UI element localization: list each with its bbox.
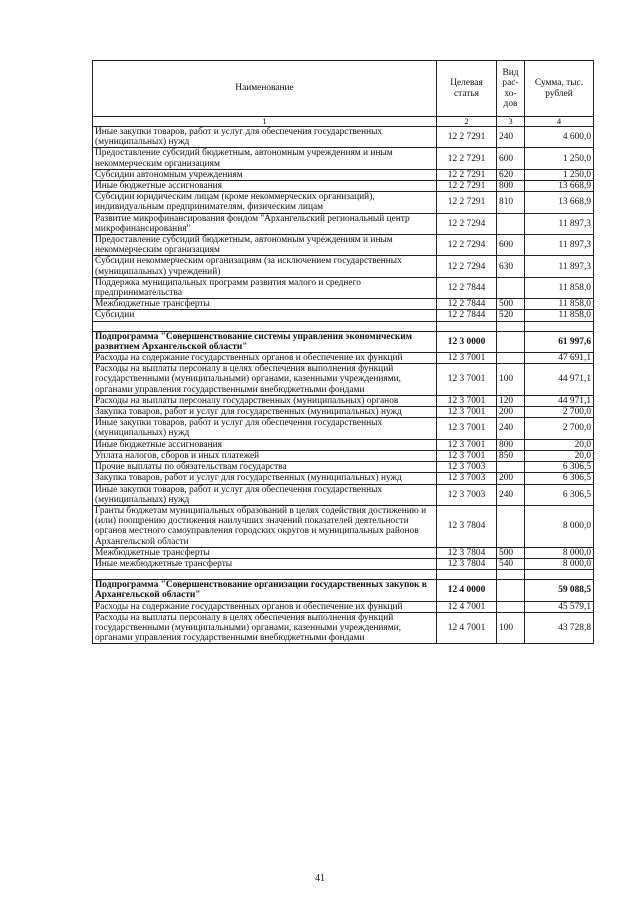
sum-cell: 8 000,0 (525, 558, 594, 569)
sum-cell: 11 858,0 (525, 310, 594, 321)
name-cell: Расходы на содержание государственных органов и обеспечение их функций (93, 353, 437, 364)
table-row (93, 213, 594, 234)
expense-kind-cell: 240 (497, 484, 525, 505)
target-article-cell: 12 2 7291 (437, 169, 497, 180)
table-row (93, 484, 594, 505)
table-row (93, 364, 594, 396)
column-number: 3 (497, 117, 525, 127)
target-article-cell: 12 3 7001 (437, 439, 497, 450)
sum-cell: 2 700,0 (525, 418, 594, 439)
target-article-cell: 12 3 7804 (437, 558, 497, 569)
spacer-row (93, 570, 594, 580)
target-article-cell: 12 3 7001 (437, 450, 497, 461)
name-cell: Субсидии автономным учреждениям (93, 169, 437, 180)
spacer-cell (497, 570, 525, 580)
sum-cell: 2 700,0 (525, 407, 594, 418)
expense-kind-cell: 800 (497, 181, 525, 192)
name-cell: Подпрограмма "Совершенствование организации государственных закупок в Архангельской области" (93, 580, 437, 601)
subprogram-row (93, 331, 594, 352)
header-target-article: Целевая статья (437, 61, 497, 117)
target-article-cell: 12 3 0000 (437, 331, 497, 352)
sum-cell: 4 600,0 (525, 127, 594, 148)
name-cell: Субсидии некоммерческим организациям (за исключением государственных (муниципальных) учреждений) (93, 256, 437, 277)
spacer-cell (93, 321, 437, 331)
sum-cell: 6 306,5 (525, 484, 594, 505)
name-cell: Закупка товаров, работ и услуг для государственных (муниципальных) нужд (93, 473, 437, 484)
name-cell: Иные закупки товаров, работ и услуг для обеспечения государственных (муниципальных) нужд (93, 484, 437, 505)
name-cell: Подпрограмма "Совершенствование системы управления экономическим развитием Архангельской области" (93, 331, 437, 352)
sum-cell: 6 306,5 (525, 473, 594, 484)
column-number: 2 (437, 117, 497, 127)
expense-kind-cell (497, 353, 525, 364)
sum-cell: 44 971,1 (525, 395, 594, 406)
sum-cell: 43 728,8 (525, 612, 594, 644)
sum-cell: 44 971,1 (525, 364, 594, 396)
name-cell: Субсидии (93, 310, 437, 321)
column-number: 1 (93, 117, 437, 127)
expense-kind-cell: 100 (497, 364, 525, 396)
expense-kind-cell: 630 (497, 256, 525, 277)
name-cell: Поддержка муниципальных программ развития малого и среднего предпринимательства (93, 277, 437, 298)
table-row (93, 601, 594, 612)
target-article-cell: 12 2 7844 (437, 277, 497, 298)
spacer-cell (437, 321, 497, 331)
sum-cell: 13 668,9 (525, 192, 594, 213)
target-article-cell: 12 3 7001 (437, 407, 497, 418)
name-cell: Иные межбюджетные трансферты (93, 558, 437, 569)
table-row (93, 395, 594, 406)
subprogram-row (93, 580, 594, 601)
column-number-row (93, 117, 594, 127)
sum-cell: 11 858,0 (525, 299, 594, 310)
name-cell: Расходы на содержание государственных органов и обеспечение их функций (93, 601, 437, 612)
table-body (93, 127, 594, 644)
expense-kind-cell: 200 (497, 473, 525, 484)
expense-kind-cell (497, 601, 525, 612)
expense-kind-cell: 620 (497, 169, 525, 180)
header-name: Наименование (93, 61, 437, 117)
name-cell: Иные закупки товаров, работ и услуг для обеспечения государственных (муниципальных) нужд (93, 418, 437, 439)
table-row (93, 148, 594, 169)
target-article-cell: 12 3 7804 (437, 505, 497, 547)
name-cell: Иные бюджетные ассигнования (93, 181, 437, 192)
target-article-cell: 12 3 7003 (437, 484, 497, 505)
name-cell: Закупка товаров, работ и услуг для государственных (муниципальных) нужд (93, 407, 437, 418)
table-row (93, 277, 594, 298)
name-cell: Развитие микрофинансирования фондом "Архангельский региональный центр микрофинансирования" (93, 213, 437, 234)
table-row (93, 192, 594, 213)
table-row (93, 407, 594, 418)
name-cell: Межбюджетные трансферты (93, 547, 437, 558)
sum-cell: 1 250,0 (525, 148, 594, 169)
page-number: 41 (315, 873, 325, 884)
name-cell: Расходы на выплаты персоналу государственных (муниципальных) органов (93, 395, 437, 406)
sum-cell: 8 000,0 (525, 547, 594, 558)
expense-kind-cell (497, 505, 525, 547)
name-cell: Иные бюджетные ассигнования (93, 439, 437, 450)
spacer-cell (525, 321, 594, 331)
sum-cell: 13 668,9 (525, 181, 594, 192)
table-row (93, 169, 594, 180)
target-article-cell: 12 2 7291 (437, 148, 497, 169)
target-article-cell: 12 2 7294 (437, 235, 497, 256)
header-row (93, 61, 594, 117)
sum-cell: 11 858,0 (525, 277, 594, 298)
expense-kind-cell: 500 (497, 547, 525, 558)
table-row (93, 462, 594, 473)
table-row (93, 127, 594, 148)
name-cell: Иные закупки товаров, работ и услуг для обеспечения государственных (муниципальных) нужд (93, 127, 437, 148)
spacer-cell (93, 570, 437, 580)
table-row (93, 439, 594, 450)
expense-kind-cell (497, 462, 525, 473)
target-article-cell: 12 2 7844 (437, 310, 497, 321)
expense-kind-cell: 600 (497, 235, 525, 256)
table-row (93, 558, 594, 569)
table-row (93, 310, 594, 321)
table-row (93, 235, 594, 256)
name-cell: Гранты бюджетам муниципальных образований в целях содействия достижению и (или) поощрению достижения наилучших значений показателей деятельности органов местного самоуправления городских округов и муниципальных районов Архангельской области (93, 505, 437, 547)
expense-kind-cell: 540 (497, 558, 525, 569)
target-article-cell: 12 3 7001 (437, 364, 497, 396)
expense-kind-cell (497, 277, 525, 298)
target-article-cell: 12 3 7001 (437, 395, 497, 406)
sum-cell: 45 579,1 (525, 601, 594, 612)
table-row (93, 299, 594, 310)
target-article-cell: 12 4 0000 (437, 580, 497, 601)
expense-kind-cell: 240 (497, 418, 525, 439)
sum-cell: 59 088,5 (525, 580, 594, 601)
table-row (93, 181, 594, 192)
sum-cell: 11 897,3 (525, 235, 594, 256)
table-row (93, 418, 594, 439)
expense-kind-cell (497, 331, 525, 352)
expense-kind-cell (497, 213, 525, 234)
target-article-cell: 12 4 7001 (437, 612, 497, 644)
target-article-cell: 12 3 7001 (437, 353, 497, 364)
expense-kind-cell: 240 (497, 127, 525, 148)
sum-cell: 8 000,0 (525, 505, 594, 547)
target-article-cell: 12 2 7291 (437, 127, 497, 148)
sum-cell: 61 997,6 (525, 331, 594, 352)
target-article-cell: 12 3 7003 (437, 473, 497, 484)
spacer-cell (497, 321, 525, 331)
target-article-cell: 12 2 7291 (437, 192, 497, 213)
expense-kind-cell: 100 (497, 612, 525, 644)
expense-kind-cell: 500 (497, 299, 525, 310)
target-article-cell: 12 4 7001 (437, 601, 497, 612)
header-expense-kind: Вид рас-хо-дов (497, 61, 525, 117)
sum-cell: 20,0 (525, 439, 594, 450)
sum-cell: 6 306,5 (525, 462, 594, 473)
table-row (93, 612, 594, 644)
spacer-cell (525, 570, 594, 580)
target-article-cell: 12 2 7291 (437, 181, 497, 192)
name-cell: Межбюджетные трансферты (93, 299, 437, 310)
name-cell: Уплата налогов, сборов и иных платежей (93, 450, 437, 461)
table-row (93, 505, 594, 547)
sum-cell: 47 691,1 (525, 353, 594, 364)
expense-kind-cell: 810 (497, 192, 525, 213)
name-cell: Расходы на выплаты персоналу в целях обеспечения выполнения функций государственными (муниципальными) органами, казенными учреждениями, органами управления государственными внебюджетными фондами (93, 364, 437, 396)
target-article-cell: 12 3 7001 (437, 418, 497, 439)
table-row (93, 473, 594, 484)
sum-cell: 11 897,3 (525, 213, 594, 234)
expense-kind-cell: 520 (497, 310, 525, 321)
expense-kind-cell: 800 (497, 439, 525, 450)
expense-kind-cell (497, 580, 525, 601)
expense-kind-cell: 600 (497, 148, 525, 169)
target-article-cell: 12 2 7294 (437, 213, 497, 234)
column-number: 4 (525, 117, 594, 127)
header-sum: Сумма, тыс. рублей (525, 61, 594, 117)
name-cell: Субсидии юридическим лицам (кроме некоммерческих организаций), индивидуальным предпринимателям, физическим лицам (93, 192, 437, 213)
spacer-cell (437, 570, 497, 580)
target-article-cell: 12 3 7003 (437, 462, 497, 473)
sum-cell: 11 897,3 (525, 256, 594, 277)
spacer-row (93, 321, 594, 331)
target-article-cell: 12 2 7294 (437, 256, 497, 277)
name-cell: Предоставление субсидий бюджетным, автономным учреждениям и иным некоммерческим организациям (93, 148, 437, 169)
sum-cell: 20,0 (525, 450, 594, 461)
table-row (93, 547, 594, 558)
expense-kind-cell: 120 (497, 395, 525, 406)
target-article-cell: 12 3 7804 (437, 547, 497, 558)
table-row (93, 256, 594, 277)
table-row (93, 353, 594, 364)
table-row (93, 450, 594, 461)
expense-kind-cell: 200 (497, 407, 525, 418)
name-cell: Расходы на выплаты персоналу в целях обеспечения выполнения функций государственными (муниципальными) органами, казенными учреждениями, органами управления государственными внебюджетными фондами (93, 612, 437, 644)
name-cell: Предоставление субсидий бюджетным, автономным учреждениям и иным некоммерческим организациям (93, 235, 437, 256)
expense-kind-cell: 850 (497, 450, 525, 461)
sum-cell: 1 250,0 (525, 169, 594, 180)
target-article-cell: 12 2 7844 (437, 299, 497, 310)
budget-table (92, 60, 594, 644)
name-cell: Прочие выплаты по обязательствам государства (93, 462, 437, 473)
